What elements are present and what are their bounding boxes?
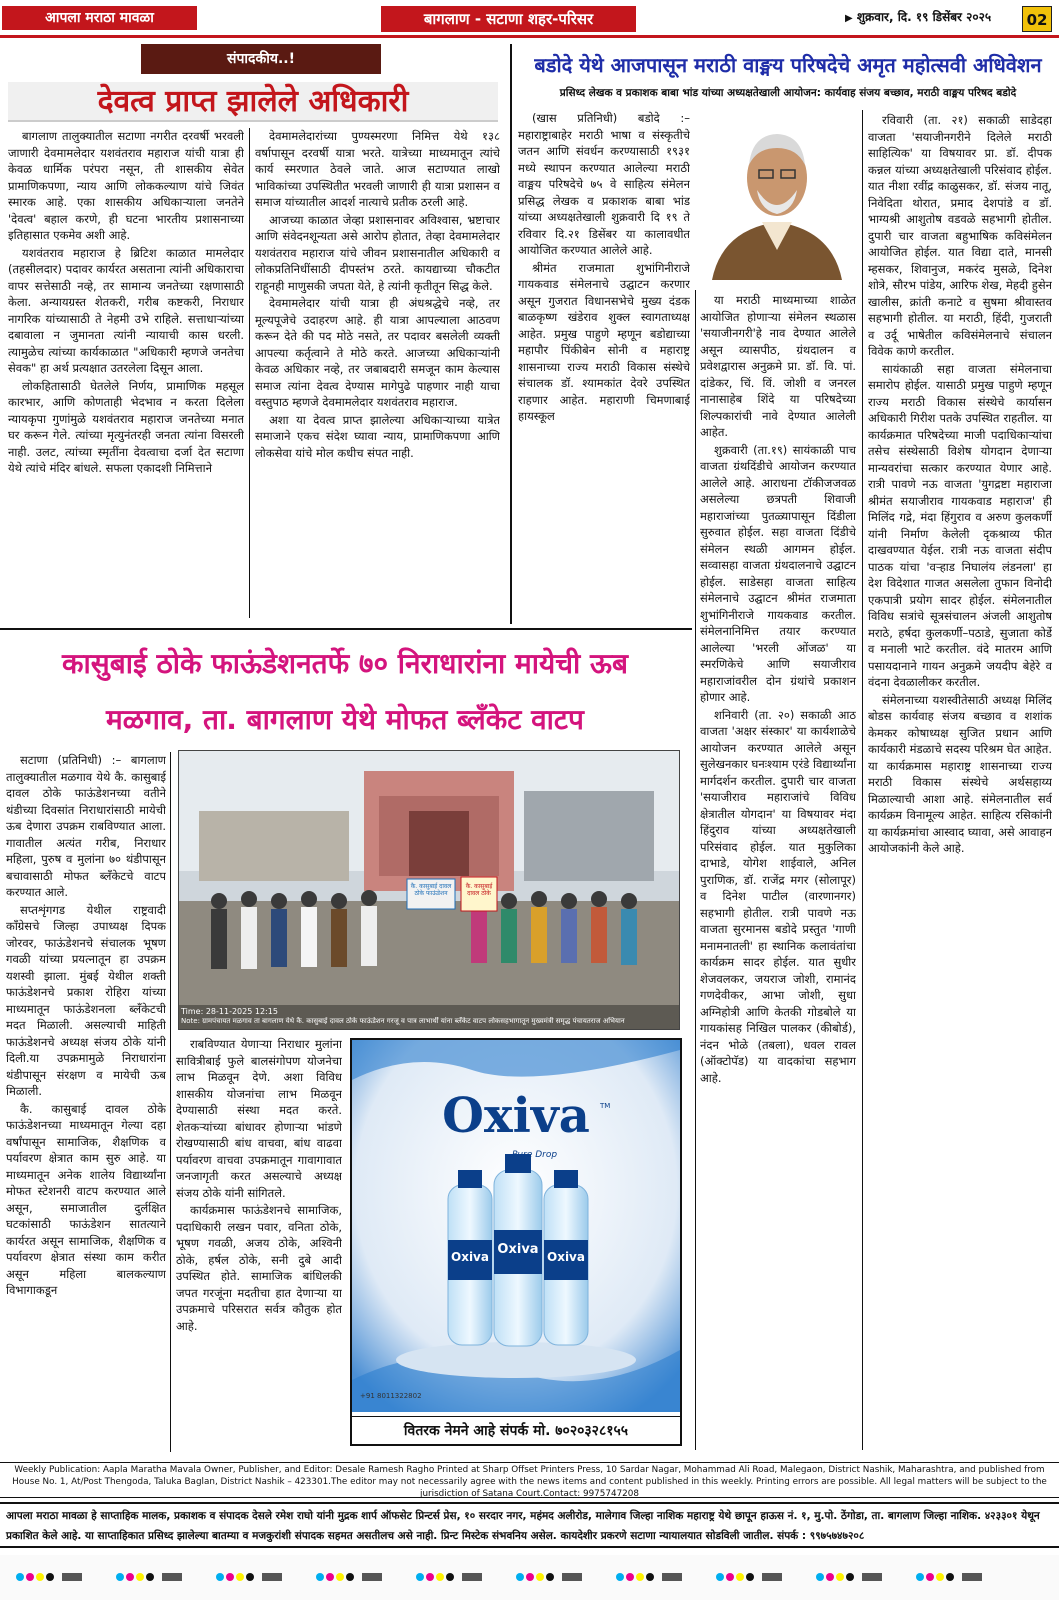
- ad-caption: वितरक नेमने आहे संपर्क मो. ७०२०३२८१५५: [352, 1416, 680, 1444]
- issue-date-text: शुक्रवार, दि. १९ डिसेंबर २०२५: [856, 10, 992, 24]
- paragraph: संमेलनाच्या यशस्वीतेसाठी अध्यक्ष मिलिंद बोडस कार्यवाह संजय बच्छाव व शशांक केमकर कोषाध्यक्ष सुजित प्रधान आणि कार्यकारी मंडळाचे सदस्य परिश्रम घेत आहेत. या कार्यक्रमास महाराष्ट्र शासनाच्या राज्य मराठी विकास संस्थेचे अर्थसहाय्य मिळाल्याची आशा आहे. संमेलनातील सर्व कार्यक्रम विनामूल्य आहेत. साहित्य रसिकांनी या कार्यक्रमांचा आस्वाद घ्यावा, असे आवाहन आयोजकांनी केले आहे.: [868, 692, 1052, 855]
- section-title: बागलाण - सटाणा शहर-परिसर: [381, 6, 636, 32]
- news-headline-baroda: बडोदे येथे आजपासून मराठी वाङ्मय परिषदेचे अमृत महोत्सवी अधिवेशन: [534, 53, 1042, 77]
- ad-brand: Oxiva: [442, 1088, 590, 1144]
- paragraph: शनिवारी (ता. २०) सकाळी आठ वाजता 'अक्षर संस्कार' या कार्यशाळेचे आयोजन करण्यात आलेले असून सुलेखनकार घनःश्याम एरंडे विद्यार्थ्यांना मार्गदर्शन करतील. दुपारी चार वाजता 'सयाजीराव महाराजांचे विविध क्षेत्रातील योगदान' या विषयावर मंदा हिंदुराव यांच्या अध्यक्षतेखाली परिसंवाद होईल. यात मुकुलिका दाभाडे, योगेश शाईवाले, अनिल पुराणिक, डॉ. राजेंद्र मगर (सोलापूर) व दिनेश पाटील (वारणानगर) सहभागी होतील. रात्री पावणे नऊ वाजता सुरमानस बडोदे प्रस्तुत 'गाणी मनामनातली' हा स्थानिक कलावंतांचा कार्यक्रम सादर होईल. यात सुधीर शेजवलकर, जयराज जोशी, रामानंद गणदेवीकर, आभा जोशी, सुधा अग्निहोत्री आणि केतकी गोडबोले या गायकांसह निखिल पालकर (कीबोर्ड), नंदन भोळे (तबला), धवल रावल (ऑक्टोपॅड) या वादकांचा सहभाग आहे.: [700, 707, 856, 1085]
- paragraph: देवमामलेदार यांची यात्रा ही अंधश्रद्धेचे नव्हे, तर मूल्यपूजेचे उदाहरण आहे. ही यात्रा आपल्याला आठवण करून देते की पद मोठे नसते, तर पदावर बसलेली व्यक्ती आपल्या कर्तृत्वाने ते मोठे करते. आजच्या अधिकाऱ्यांनी केवळ अधिकार नव्हे, तर जबाबदारी समजून काम केल्यास समाज त्यांना देवत्व देण्यास मागेपुढे पाहणार नाही याचा वस्तुपाठ म्हणजे देवमामलेदार यशवंतराव महाराज.: [255, 296, 500, 409]
- ad-trademark: TM: [600, 1102, 611, 1110]
- column-divider: [695, 290, 696, 1450]
- ad-phone-small: +91 8011322802: [360, 1392, 422, 1400]
- masthead: आपला मराठा मावळा: [2, 6, 197, 30]
- english-imprint: Weekly Publication: Aapla Maratha Mavala Owner, Publisher, and Editor: Desale Ramesh Ragho Printed at Sharp Offset Printers Press, 10 Sardar Nagar, Mohammad Ali Road, Malegaon, District Nashik, Maharashtra, and published from House No. 1, At/Post Thengoda, Taluka Baglan, District Nashik – 423301.The editor may not necessarily agree with the news items and content published in this weekly. Printing errors are possible. All legal matters will be subject to the jurisdiction of Satana Court.Contact: 9975747208: [0, 1462, 1059, 1498]
- column-divider: [249, 128, 250, 618]
- section-divider: [510, 44, 512, 624]
- oxiva-advertisement[interactable]: [350, 1038, 682, 1446]
- news1-col-3: [868, 112, 1052, 1452]
- headline-line-2: मळगाव, ता. बागलाण येथे मोफत ब्लँकेट वाटप: [106, 703, 584, 736]
- ad-tagline: Pure Drop: [512, 1150, 558, 1160]
- paragraph: सटाणा (प्रतिनिधी) :– बागलाण तालुक्यातील मळगाव येथे कै. कासुबाई दावल ठोके फाऊंडेशनच्या वतीने थंडीच्या दिवसांत निराधारांसाठी मायेची ऊब देणारा उपक्रम राबविण्यात आला. गावातील अत्यंत गरीब, निराधार महिला, पुरुष व मुलांना ७० थंडीपासून बचावासाठी मोफत ब्लँकेटचे वाटप करण्यात आले.: [6, 753, 166, 899]
- paragraph: (खास प्रतिनिधी) बडोदे :– महाराष्ट्राबाहेर मराठी भाषा व संस्कृतीचे जतन आणि संवर्धन करण्यासाठी १९३१ मध्ये स्थापन करण्यात आलेल्या मराठी वाङ्मय परिषदेचे ७५ वे साहित्य संमेलन प्रसिद्ध लेखक व प्रकाशक बाबा भांड यांच्या अध्यक्षतेखाली शुक्रवारी दि १९ ते रविवार दि.२१ डिसेंबर या कालावधीत आयोजित करण्यात आलेले आहे.: [518, 111, 690, 257]
- paragraph: अशा या देवत्व प्राप्त झालेल्या अधिकाऱ्याच्या यात्रेत समाजाने एकच संदेश घ्यावा न्याय, प्रामाणिकपणा आणि लोकसेवा यांचे मोल कधीच संपत नाही.: [255, 412, 500, 460]
- column-divider: [170, 752, 171, 1452]
- main-col-1: [6, 752, 166, 1452]
- page-number: 02: [1022, 6, 1052, 32]
- paragraph: बागलाण तालुक्यातील सटाणा नगरीत दरवर्षी भरवली जाणारी देवमामलेदार यशवंतराव महाराज यांची यात्रा ही केवळ धार्मिक परंपरा नसून, ती शासकीय सेवेत प्रामाणिकपणा, न्याय आणि लोककल्याण यांचे जिवंत स्मारक आहे. एका शासकीय अधिकाऱ्याला जनतेने 'देवत्व' बहाल करणे, ही घटना भारतीय प्रशासनाच्या इतिहासात एकमेव अशी आहे.: [8, 129, 244, 242]
- paragraph: यशवंतराव महाराज हे ब्रिटिश काळात मामलेदार (तहसीलदार) पदावर कार्यरत असताना त्यांनी अधिकाराचा वापर सत्तेसाठी नव्हे, तर सामान्य जनतेच्या रक्षणासाठी केला. अन्यायग्रस्त शेतकरी, गरीब कष्टकरी, निराधार नागरिक यांच्यासाठी ते नेहमी उभे राहिले. सत्ताधाऱ्यांच्या दबावाला न जुमानता त्यांनी न्यायाची कास धरली. त्यामुळेच त्यांच्या कार्यकाळात "अधिकारी म्हणजे जनतेचा सेवक" हा अर्थ प्रत्यक्षात उतरलेला दिसून आला.: [8, 245, 244, 375]
- color-registration-marks: [0, 1555, 1059, 1600]
- paragraph: सायंकाळी सहा वाजता संमेलनाचा समारोप होईल. यासाठी प्रमुख पाहुणे म्हणून राज्य मराठी विकास संस्थेचे कार्यासन अधिकारी गिरीश पतके उपस्थित राहतील. या कार्यक्रमात परिषदेच्या माजी पदाधिकाऱ्यांचा तसेच संस्थेसाठी विशेष योगदान देणाऱ्या मान्यवरांचा सत्कार करण्यात येणार आहे. रात्री पावणे नऊ वाजता 'युगद्रष्टा महाराजा श्रीमंत सयाजीराव गायकवाड महाराज' ही मिलिंद गद्रे, मंदा हिंगुराव व अरुण कुलकर्णी यांनी निर्माण केलेली दृकश्राव्य फीत दाखवण्यात येईल. रात्री नऊ वाजता संदीप पाठक यांचा 'वऱ्हाड निघालंय लंडनला' हा देश विदेशात गाजत असलेला तुफान विनोदी एकपात्री प्रयोग सादर होईल. संमेलनातील विविध सत्रांचे सूत्रसंचालन अंजली आशुतोष मराठे, हर्षदा कुलकर्णी–पठाडे, सुजाता कोर्डे व मनाली भाटे करतील. वंदे मातरम आणि पसायदानाने गायन अनुक्रमे जयदीप बेहेरे व वंदना देवळालीकर करतील.: [868, 361, 1052, 689]
- event-photo: [178, 750, 680, 1030]
- news1-col-2: [700, 292, 856, 1452]
- column-divider: [862, 110, 863, 1450]
- main-col-2: [176, 1036, 342, 1446]
- marathi-imprint: आपला मराठा मावळा हे साप्ताहिक मालक, प्रकाशक व संपादक देसले रमेश राघो यांनी मुद्रक शार्प ऑफसेट प्रिन्टर्स प्रेस, १० सरदार नगर, महंमद अलीरोड, मालेगाव जिल्हा नाशिक महाराष्ट्र येथे छापून हाऊस नं. १, मु.पो. ठेंगोडा, ता. बागलाण जिल्हा नाशिक. ४२३३०१ येथून प्रकाशित केले आहे. या साप्ताहिकात प्रसिध्द झालेल्या बातम्या व मजकुरांशी संपादक सहमत असतीलच असे नाही. प्रिन्ट मिस्टेक संभवनिय असेल. कायदेशीर प्रकरणे सटाणा न्यायालयात सोडविली जातील. संपर्क : ९९७५७४७२०८: [0, 1502, 1059, 1548]
- page-header: [0, 0, 1059, 38]
- bottle-label: Oxiva: [451, 1250, 489, 1264]
- editorial-tag: संपादकीय..!: [141, 44, 381, 74]
- play-icon: ▶: [845, 13, 853, 24]
- editorial-col-1: [8, 128, 244, 623]
- bottle-label: Oxiva: [547, 1250, 585, 1264]
- paragraph: रविवारी (ता. २१) सकाळी साडेदहा वाजता 'सयाजीनगरीने दिलेले मराठी साहित्यिक' या विषयावर प्रा. डॉ. दीपक कन्नल यांच्या अध्यक्षतेखाली परिसंवाद होईल. यात नीशा रवींद्र काळुसकर, डॉ. संजय नातू, निवेदिता थोरात, प्रमाद देशपांडे व डॉ. भाग्यश्री आशुतोष वडवळे सहभागी होतील. दुपारी चार वाजता बहुभाषिक कविसंमेलन आयोजित होईल. यात विद्या दाते, मानसी म्हसकर, शिवानुज, मकरंद मुसळे, दिनेश शोत्रे, सौरभ पांडेय, आरिफ शेख, मेहदी हुसेन खालीस, क्रांती कनाटे व सुषमा श्रीवास्तव सहभागी होतील. या मराठी, हिंदी, गुजराती व उर्दू भाषेतील कविसंमेलनाचे संचालन विवेक काणे करतील.: [868, 113, 1052, 358]
- news1-col-1: [518, 110, 690, 620]
- paragraph: सप्तशृंगगड येथील राष्ट्रवादी काँग्रेसचे जिल्हा उपाध्यक्ष दिपक जोरवर, फाऊंडेशनचे संचालक भूषण गवळी यांच्या प्रयत्नातून हा उपक्रम यशस्वी झाला. मुंबई येथील शक्ती फाऊंडेशनचे प्रकाश रोहिरा यांच्या माध्यमातून फाऊंडेशनला ब्लँकेटची मदत मिळाली. असल्याची माहिती फाऊंडेशनचे अध्यक्ष संजय ठोके यांनी दिली.या उपक्रमामुळे निराधारांना थंडीपासून संरक्षण व मायेची ऊब मिळाली.: [6, 902, 166, 1098]
- banner-text-1: कै. कासुबाई दावल ठोके फाऊंडेशन: [410, 883, 452, 897]
- paragraph: कार्यक्रमास फाऊंडेशनचे सामाजिक, पदाधिकारी लखन पवार, वनिता ठोके, भूषण गवळी, अजय ठोके, अश्विनी ठोके, हर्षल ठोके, सनी दुबे आदी उपस्थित होते. सामाजिक बांधिलकी जपत गरजूंना मदतीचा हात देणाऱ्या या उपक्रमाचे परिसरात सर्वत्र कौतुक होत आहे.: [176, 1203, 342, 1333]
- banner-text-2: कै. कासुबाई दावल ठोके: [465, 883, 493, 897]
- paragraph: राबविण्यात येणाऱ्या निराधार मुलांना सावित्रीबाई फुले बालसंगोपण योजनेचा लाभ मिळवून देणे. अशा विविध शासकीय योजनांचा लाभ मिळवून देण्यासाठी संस्था मदत करते. शेतकऱ्यांच्या बांधावर होणाऱ्या भांडणे रोखण्यासाठी बांध वाचवा, बांध वाढवा पर्यावरण वाचवा उपक्रमातून गावागावात जनजागृती करत असल्याचे अध्यक्ष संजय ठोके यांनी सांगितले.: [176, 1037, 342, 1200]
- paragraph: या मराठी माध्यमाच्या शाळेत आयोजित होणाऱ्या संमेलन स्थळास 'सयाजीनगरी'हे नाव देण्यात आलेले असून व्यासपीठ, ग्रंथदालन व प्रवेशद्वारास अनुक्रमे प्रा. डॉ. वि. पां. दांडेकर, चिं. विं. जोशी व जनरल नानासाहेब शिंदे या परिषदेच्या शिल्पकारांची नावे देण्यात आलेली आहेत.: [700, 293, 856, 439]
- photo-timestamp: Time: 28-11-2025 12:15: [181, 1007, 278, 1016]
- paragraph: शुक्रवारी (ता.१९) सायंकाळी पाच वाजता ग्रंथदिंडीचे आयोजन करण्यात आलेले आहे. आराधना टॉकीजजवळ असलेल्या छत्रपती शिवाजी महाराजांच्या पुतळ्यापासून दिंडीला सुरुवात होईल. सहा वाजता दिंडीचे संमेलन स्थळी आगमन होईल. सव्वासहा वाजता ग्रंथदालनाचे उद्घाटन होईल. साडेसहा वाजता साहित्य संमेलनाचे उद्घाटन श्रीमंत राजमाता शुभांगिनीराजे गायकवाड करतील. संमेलनानिमित्त तयार करण्यात आलेल्या 'भरली ओंजळ' या स्मरणिकेचे आणि सयाजीराव महाराजांवरील दोन ग्रंथांचे प्रकाशन होणार आहे.: [700, 442, 856, 704]
- paragraph: देवमामलेदारांच्या पुण्यस्मरणा निमित्त येथे १३८ वर्षापासून दरवर्षी यात्रा भरते. यात्रेच्या माध्यमातून त्यांचे कार्य स्मरणात ठेवले जाते. आज सटाण्यात लाखो भाविकांच्या उपस्थितीत भरवली जाणारी ही यात्रा प्रशासन व समाज यांच्यातील आदर्श नात्याचे प्रतीक ठरली आहे.: [255, 129, 500, 209]
- photo-note: Note: ग्रामपंचायत मळगाव ता बागलाण येथे कै. कासुबाई दावल ठोके फाऊंडेशन गरजू व पात्र लाभार्थी यांना ब्लँकेट वाटप लोकसहभागातून मुख्यमंत्री समृद्ध पंचायतराज अभियान: [181, 1017, 625, 1025]
- editorial-col-2: [255, 128, 500, 623]
- author-photo: [702, 110, 852, 280]
- issue-date: [845, 8, 991, 25]
- headline-line-1: कासुबाई ठोके फाऊंडेशनतर्फे ७० निराधारांना मायेची ऊब: [62, 647, 628, 680]
- paragraph: आजच्या काळात जेव्हा प्रशासनावर अविश्वास, भ्रष्टाचार आणि संवेदनशून्यता असे आरोप होतात, तेव्हा देवमामलेदार यशवंतराव महाराज यांचे जीवन प्रशासनातील अधिकारी व लोकप्रतिनिधींसाठी दीपस्तंभ ठरते. कायद्याच्या चौकटीत राहूनही माणुसकी जपता येते, हे त्यांनी कृतीतून सिद्ध केले.: [255, 212, 500, 293]
- paragraph: कै. कासुबाई दावल ठोके फाऊंडेशनच्या माध्यमातून गेल्या दहा वर्षांपासून सामाजिक, शैक्षणिक व पर्यावरण क्षेत्रात काम सुरु आहे. या माध्यमातून अनेक शालेय विद्यार्थ्यांना मोफत स्टेशनरी वाटप करण्यात आले असून, समाजातील दुर्लक्षित घटकांसाठी फाऊंडेशन सातत्याने कार्यरत असून सामाजिक, शैक्षणिक व पर्यावरण क्षेत्रात संस्था काम करीत असून महिला बालकल्याण विभागाकडून: [6, 1101, 166, 1297]
- news-subheadline: प्रसिध्द लेखक व प्रकाशक बाबा भांड यांच्या अध्यक्षतेखाली आयोजन: कार्यवाह संजय बच्छाव, मराठी वाङ्मय परिषद बडोदे: [559, 87, 1017, 99]
- bottle-label: Oxiva: [497, 1242, 539, 1257]
- paragraph: श्रीमंत राजमाता शुभांगिनीराजे गायकवाड संमेलनाचे उद्घाटन करणार असून गुजरात विधानसभेचे मुख्य दंडक बाळकृष्ण खंडेराव शुक्ल स्वागताध्यक्ष आहेत. प्रमुख पाहुणे म्हणून बडोद्याच्या महापौर पिंकीबेन सोनी व महाराष्ट्र शासनाच्या राज्य मराठी विकास संस्थेचे संचालक डॉ. श्यामकांत देवरे उपस्थित राहणार आहेत. महाराणी चिमणाबाई हायस्कूल: [518, 260, 690, 423]
- editorial-title: देवत्व प्राप्त झालेले अधिकारी: [8, 82, 498, 122]
- main-headline: [0, 636, 690, 748]
- paragraph: लोकहितासाठी घेतलेले निर्णय, प्रामाणिक महसूल कारभार, आणि कोणताही भेदभाव न करता दिलेला न्यायकृपा गुणांमुळे यशवंतराव महाराज जनतेच्या मनात घर करून गेले. त्यांच्या मृत्युनंतरही जनता त्यांना विसरली नाही. उलट, त्यांच्या स्मृतींना देवत्वाचा दर्जा देत सटाणा येथे त्यांचे मंदिर बांधले. सफला एकादशी निमित्ताने: [8, 378, 244, 475]
- horizontal-rule: [0, 628, 692, 630]
